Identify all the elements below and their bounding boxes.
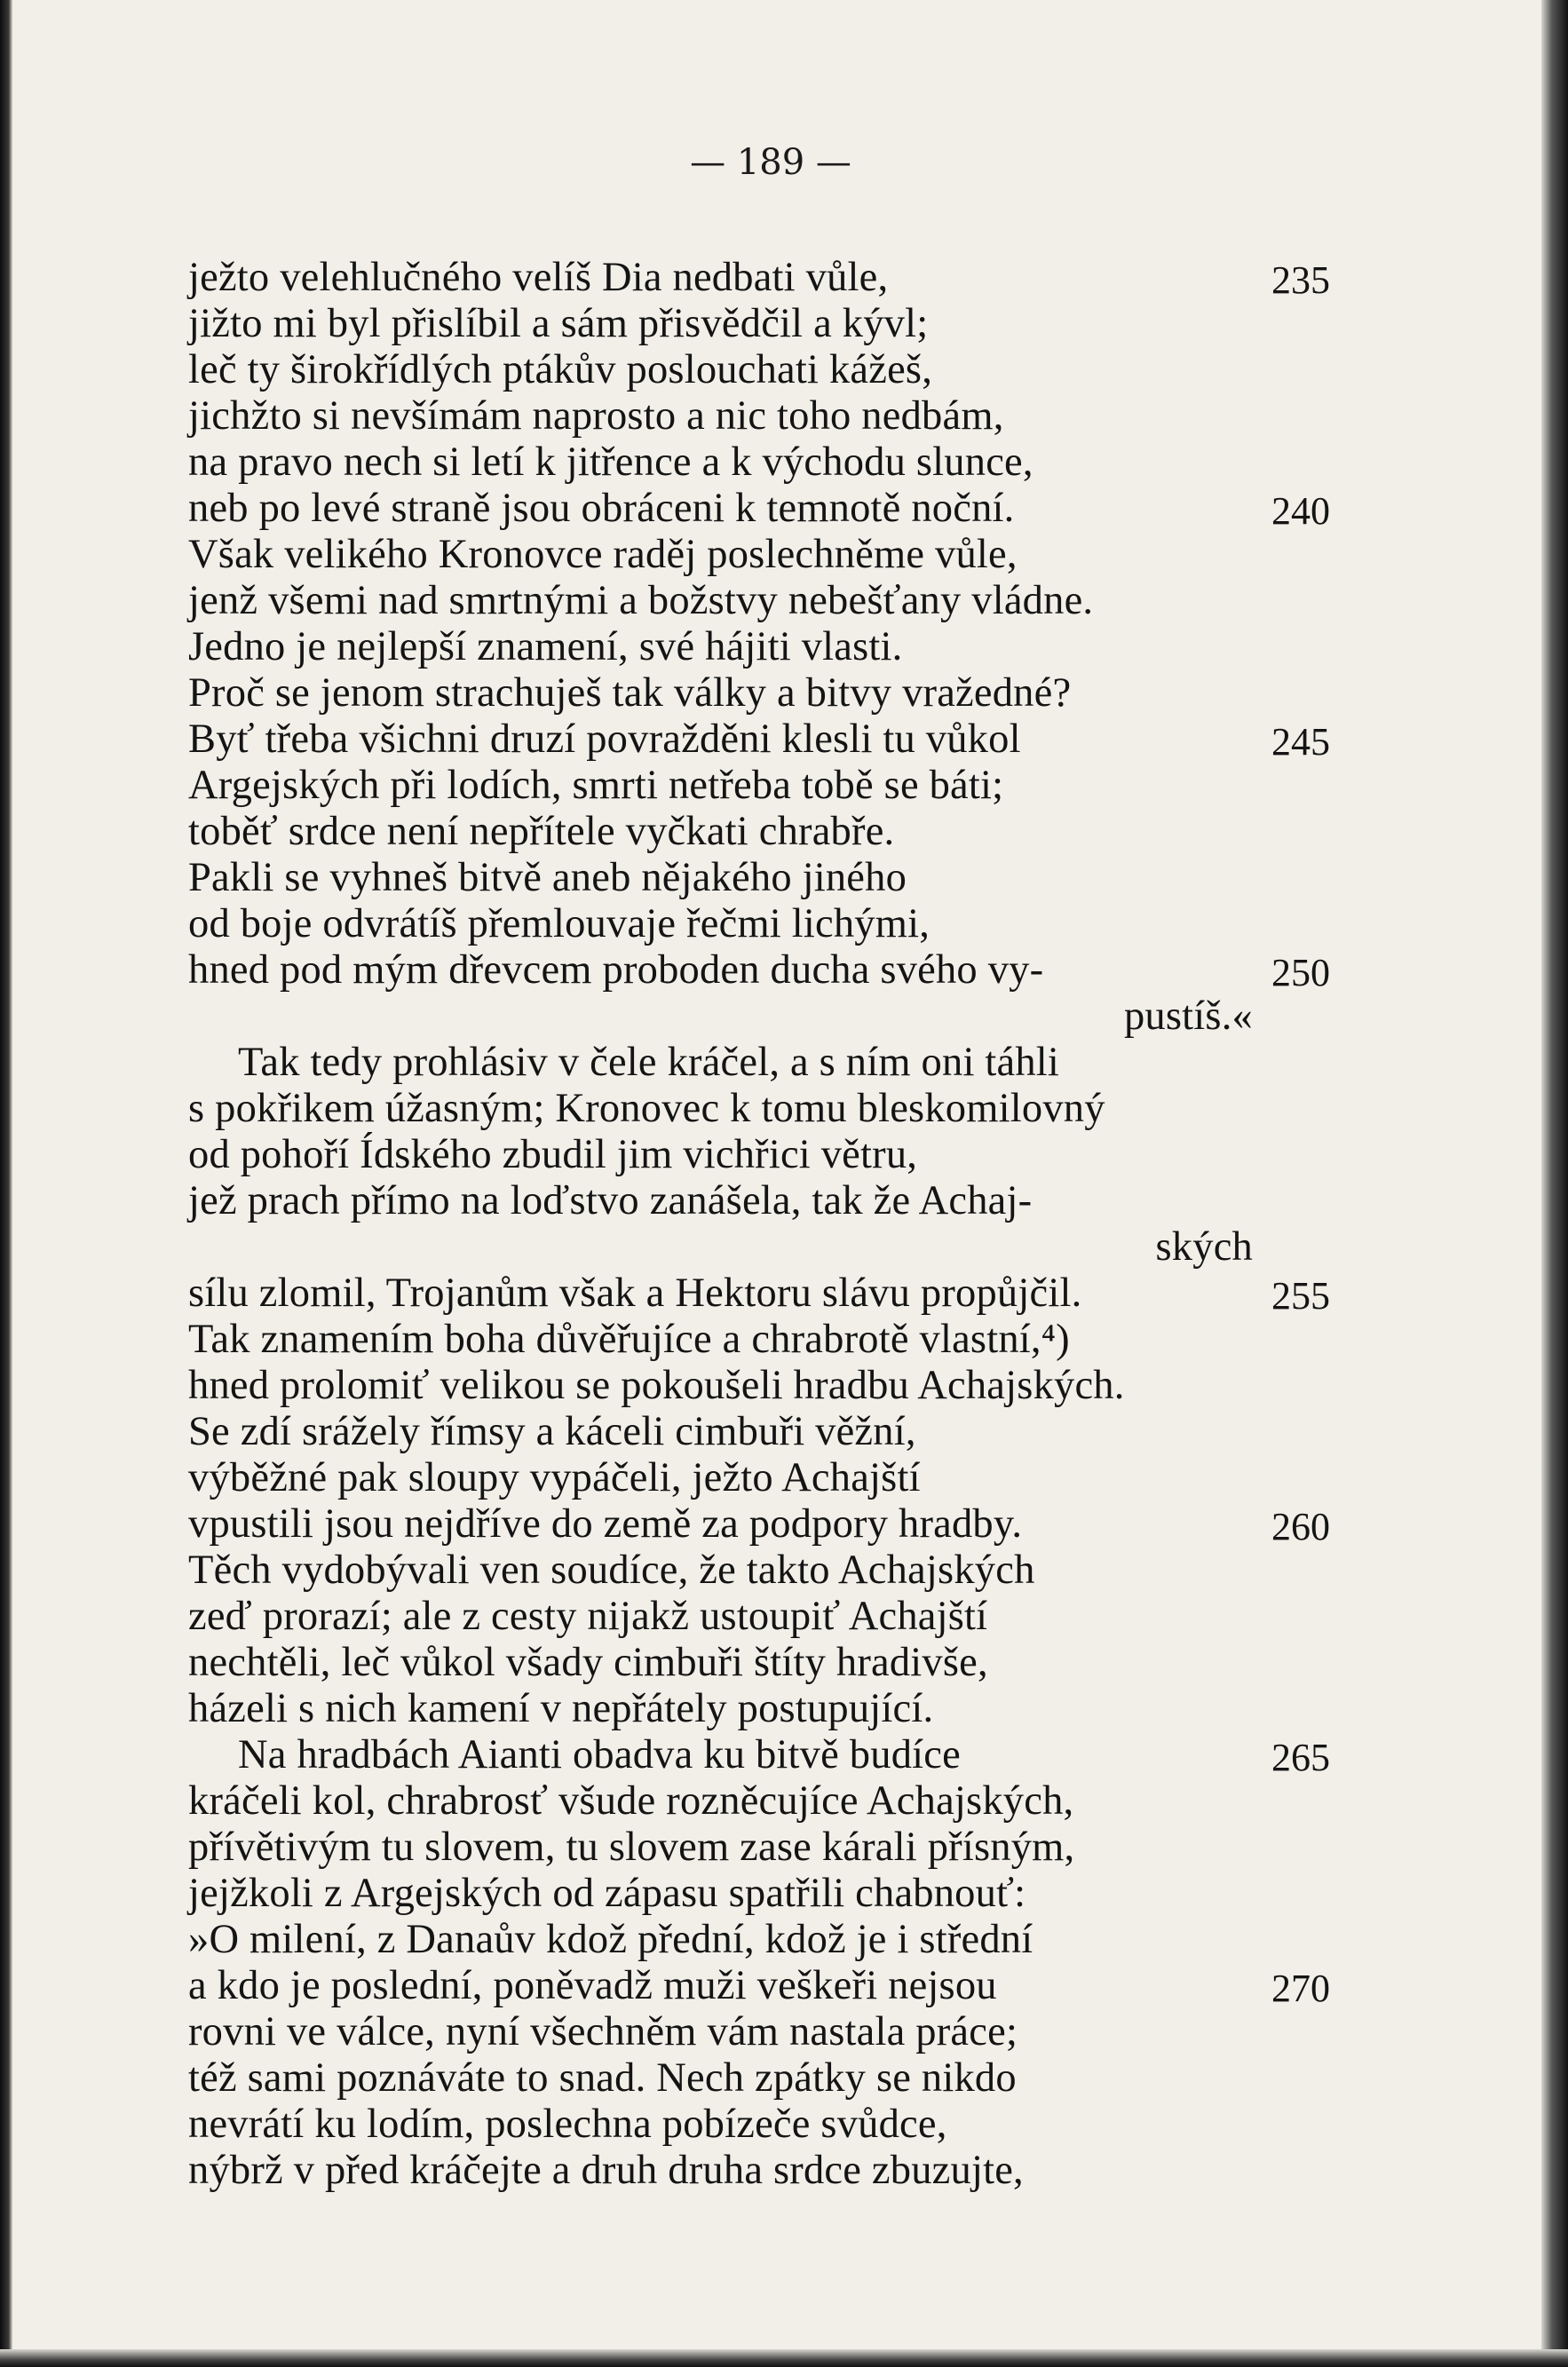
verse-line: jejžkoli z Argejských od zápasu spatřili chabnouť: <box>188 1871 1026 1916</box>
line-number: 260 <box>1271 1505 1330 1548</box>
verse-line: Však velikého Kronovce raděj poslechněme vůle, <box>188 532 1018 577</box>
page-shadow-left <box>0 0 12 2367</box>
page-number: — 189 — <box>690 142 851 183</box>
verse-line: Argejských při lodích, smrti netřeba tobě se báti; <box>188 763 1004 808</box>
verse-line: Těch vydobývali ven soudíce, že takto Achajských <box>188 1548 1035 1593</box>
verse-line: Tak tedy prohlásiv v čele kráčel, a s ním oni táhli <box>238 1040 1060 1085</box>
verse-line: od pohoří Ídského zbudil jim vichřici větru, <box>188 1132 918 1177</box>
verse-line: přívětivým tu slovem, tu slovem zase kárali přísným, <box>188 1825 1075 1870</box>
verse-line: hned prolomiť velikou se pokoušeli hradbu Achajských. <box>188 1363 1125 1408</box>
verse-line: hned pod mým dřevcem proboden ducha svého vy- <box>188 947 1044 993</box>
verse-line: vpustili jsou nejdříve do země za podpory hradby. <box>188 1501 1023 1547</box>
verse-line: zeď prorazí; ale z cesty nijakž ustoupiť Achajští <box>188 1594 988 1639</box>
verse-line: Jedno je nejlepší znamení, své hájiti vlasti. <box>188 624 903 669</box>
verse-line: nýbrž v před kráčejte a druh druha srdce zbuzujte, <box>188 2148 1024 2193</box>
verse-line: jenž všemi nad smrtnými a božstvy nebešťany vládne. <box>188 578 1094 623</box>
verse-line: Proč se jenom strachuješ tak války a bitvy vražedné? <box>188 670 1072 716</box>
line-number: 255 <box>1271 1274 1330 1318</box>
line-number: 270 <box>1271 1967 1330 2010</box>
line-number: 240 <box>1271 489 1330 533</box>
verse-line-continuation: pustíš.« <box>1123 994 1253 1039</box>
verse-line: Se zdí srážely římsy a káceli cimbuři věžní, <box>188 1409 916 1454</box>
verse-line: jižto mi byl přislíbil a sám přisvědčil a kývl; <box>188 301 929 346</box>
line-number: 245 <box>1271 720 1330 764</box>
verse-line: kráčeli kol, chrabrosť všude rozněcujíce Achajských, <box>188 1778 1074 1824</box>
verse-line: Pakli se vyhneš bitvě aneb nějakého jiného <box>188 855 907 900</box>
verse-line: od boje odvrátíš přemlouvaje řečmi lichými, <box>188 901 931 946</box>
verse-line: toběť srdce není nepřítele vyčkati chrabře. <box>188 809 895 854</box>
verse-line: a kdo je poslední, poněvadž muži veškeři nejsou <box>188 1963 997 2008</box>
verse-line: Tak znamením boha důvěřujíce a chrabrotě vlastní,⁴) <box>188 1317 1070 1362</box>
verse-line: výběžné pak sloupy vypáčeli, ježto Achajští <box>188 1455 921 1500</box>
verse-line: sílu zlomil, Trojanům však a Hektoru slávu propůjčil. <box>188 1271 1082 1316</box>
verse-line: ježto velehlučného velíš Dia nedbati vůle, <box>188 255 889 300</box>
verse-line: s pokřikem úžasným; Kronovec k tomu bleskomilovný <box>188 1086 1105 1131</box>
line-number: 250 <box>1271 951 1330 994</box>
verse-line: na pravo nech si letí k jitřence a k východu slunce, <box>188 439 1033 485</box>
verse-line: Na hradbách Aianti obadva ku bitvě budíce <box>238 1732 961 1777</box>
verse-line: Byť třeba všichni druzí povražděni klesli tu vůkol <box>188 716 1021 762</box>
verse-line: též sami poznáváte to snad. Nech zpátky se nikdo <box>188 2055 1017 2101</box>
verse-line: jež prach přímo na loďstvo zanášela, tak že Achaj- <box>188 1178 1033 1223</box>
verse-line: leč ty širokřídlých ptákův poslouchati kážeš, <box>188 347 933 392</box>
verse-line: nechtěli, leč vůkol všady cimbuři štíty hradivše, <box>188 1640 988 1685</box>
verse-line: jichžto si nevšímám naprosto a nic toho nedbám, <box>188 393 1004 439</box>
verse-line: »O milení, z Danaův kdož přední, kdož je i střední <box>188 1917 1033 1962</box>
verse-line: rovni ve válce, nyní všechněm vám nastala práce; <box>188 2009 1018 2054</box>
verse-line: neb po levé straně jsou obráceni k temnotě noční. <box>188 486 1015 531</box>
line-number: 235 <box>1271 258 1330 302</box>
page-shadow-bottom <box>0 2349 1568 2367</box>
verse-line: nevrátí ku lodím, poslechna pobízeče svůdce, <box>188 2102 947 2147</box>
page-shadow-right <box>1541 0 1568 2367</box>
line-number: 265 <box>1271 1736 1330 1779</box>
verse-line-continuation: ských <box>1155 1224 1253 1270</box>
verse-line: házeli s nich kamení v nepřátely postupující. <box>188 1686 934 1731</box>
